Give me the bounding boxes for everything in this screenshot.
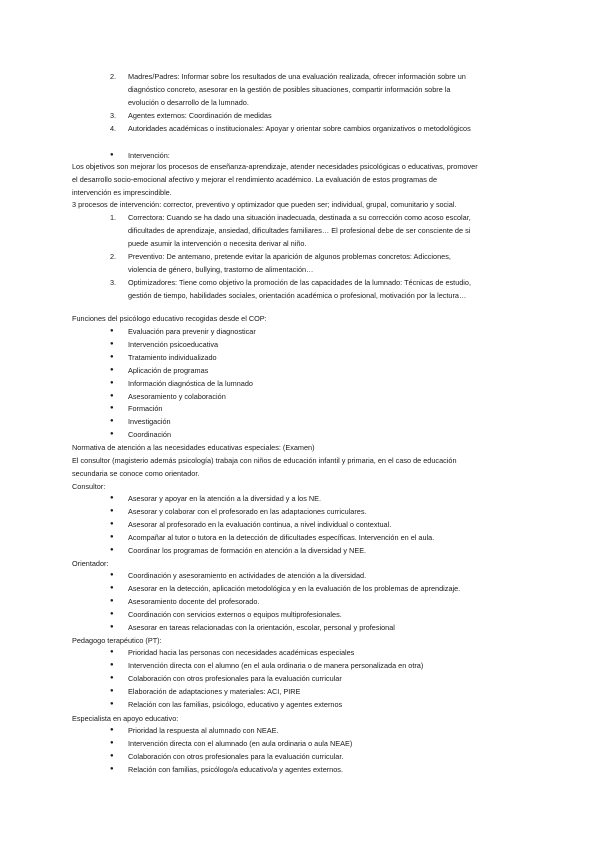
bullet-icon: ●: [110, 495, 114, 501]
pt-title: Pedagogo terapéutico (PT):: [72, 636, 162, 645]
bullet-icon: ●: [110, 649, 114, 655]
list-item-text: Agentes externos: Coordinación de medidas: [128, 111, 272, 120]
list-item: Prioridad hacia las personas con necesidades académicas especiales: [128, 648, 355, 657]
list-item-text: Correctora: Cuando se ha dado una situación inadecuada, destinada a su corrección como acoso escolar,: [128, 213, 471, 222]
bullet-icon: ●: [110, 753, 114, 759]
list-number: 2.: [110, 252, 117, 261]
list-item-text: gestión de tiempo, habilidades sociales, orientación académica o profesional, motivación por la lectura…: [128, 291, 467, 300]
list-number: 2.: [110, 72, 117, 81]
list-number: 1.: [110, 213, 117, 222]
bullet-icon: ●: [110, 611, 114, 617]
list-item: Asesoramiento docente del profesorado.: [128, 597, 260, 606]
list-item: Asesorar en la detección, aplicación metodológica y en la evaluación de los problemas de aprendizaje.: [128, 584, 461, 593]
procesos-intro: 3 procesos de intervención: corrector, preventivo y optimizador que pueden ser; individual, grupal, comunitario y social.: [72, 200, 457, 209]
bullet-icon: ●: [110, 598, 114, 604]
bullet-icon: ●: [110, 392, 114, 399]
bullet-icon: ●: [110, 340, 114, 347]
list-item: Asesorar al profesorado en la evaluación continua, a nivel individual o contextual.: [128, 520, 392, 529]
list-item: Intervención directa con el alumno (en el aula ordinaria o de manera personalizada en otra): [128, 661, 424, 670]
funciones-title: Funciones del psicólogo educativo recogidas desde el COP:: [72, 314, 267, 323]
bullet-icon: ●: [110, 534, 114, 540]
bullet-icon: ●: [110, 418, 114, 425]
bullet-icon: ●: [110, 727, 114, 733]
consultor-title: Consultor:: [72, 482, 106, 491]
list-item: Aplicación de programas: [128, 365, 209, 375]
list-item-text: Preventivo: De antemano, pretende evitar la aparición de algunos problemas concretos: Adicciones,: [128, 252, 451, 261]
bullet-icon: ●: [110, 328, 114, 334]
list-item-text: dificultades de aprendizaje, ansiedad, dificultades familiares… El profesional debe de ser consciente de si: [128, 226, 471, 235]
especialista-title: Especialista en apoyo educativo:: [72, 714, 179, 723]
list-item: Coordinar los programas de formación en atención a la diversidad y NEE.: [128, 546, 367, 555]
list-item: Prioridad la respuesta al alumnado con NEAE.: [128, 726, 279, 735]
list-item-text: diagnóstico concreto, asesorar en la gestión de posibles situaciones, compartir información sobre la: [128, 85, 451, 94]
list-item: Intervención directa con el alumnado (en aula ordinaria o aula NEAE): [128, 739, 353, 748]
paragraph-line: Los objetivos son mejorar los procesos de enseñanza-aprendizaje, atender necesidades psicológicas o educativas, promover: [72, 162, 478, 171]
bullet-icon: ●: [110, 688, 114, 694]
bullet-icon: ●: [110, 366, 114, 373]
paragraph-line: el desarrollo socio-emocional afectivo y mejorar el rendimiento académico. La evaluación de estos programas de: [72, 175, 438, 184]
paragraph-line: secundaria se conoce como orientador.: [72, 469, 200, 478]
list-item: Formación: [128, 404, 163, 414]
paragraph-line: intervención es imprescindible.: [72, 188, 172, 197]
list-item: Coordinación y asesoramiento en actividades de atención a la diversidad.: [128, 571, 367, 580]
list-item: Acompañar al tutor o tutora en la detección de dificultades específicas. Intervención en el aula.: [128, 533, 435, 542]
list-item-text: puede asumir la intervención o necesita derivar al niño.: [128, 239, 307, 248]
list-item: Coordinación: [128, 430, 171, 440]
bullet-icon: ●: [110, 508, 114, 514]
bullet-icon: ●: [110, 585, 114, 591]
bullet-icon: ●: [110, 766, 114, 772]
list-item-text: Madres/Padres: Informar sobre los resultados de una evaluación realizada, ofrecer información sobre un: [128, 72, 466, 81]
bullet-icon: ●: [110, 547, 114, 553]
bullet-icon: ●: [110, 675, 114, 681]
list-item: Información diagnóstica de la lumnado: [128, 378, 253, 388]
list-number: 3.: [110, 111, 117, 120]
bullet-icon: ●: [110, 353, 114, 360]
bullet-icon: ●: [110, 572, 114, 578]
bullet-icon: ●: [110, 152, 114, 158]
list-item: Relación con familias, psicólogo/a educativo/a y agentes externos.: [128, 765, 343, 774]
list-item: Evaluación para prevenir y diagnosticar: [128, 327, 256, 336]
list-item: Asesorar en tareas relacionadas con la orientación, escolar, personal y profesional: [128, 623, 395, 632]
bullet-icon: ●: [110, 701, 114, 707]
list-item-text: Optimizadores: Tiene como objetivo la promoción de las capacidades de la lumnado: Técnicas de estudio,: [128, 278, 472, 287]
list-number: 3.: [110, 278, 117, 287]
bullet-icon: ●: [110, 431, 114, 438]
paragraph-line: El consultor (magisterio además psicología) trabaja con niños de educación infantil y primaria, en el caso de educación: [72, 456, 457, 465]
list-item-text: violencia de género, bullying, trastorno de alimentación…: [128, 265, 314, 274]
list-item-text: Autoridades académicas o institucionales: Apoyar y orientar sobre cambios organizativos o metodológicos: [128, 124, 471, 133]
list-item: Tratamiento individualizado: [128, 352, 217, 362]
list-item-text: evolución o desarrollo de la lumnado.: [128, 98, 249, 107]
bullet-icon: ●: [110, 379, 114, 386]
bullet-icon: ●: [110, 662, 114, 668]
bullet-icon: ●: [110, 405, 114, 412]
list-item: Elaboración de adaptaciones y materiales: ACI, PIRE: [128, 687, 301, 696]
list-item: Asesoramiento y colaboración: [128, 391, 226, 401]
bullet-icon: ●: [110, 624, 114, 630]
list-item: Asesorar y apoyar en la atención a la diversidad y a los NE.: [128, 494, 322, 503]
list-item: Colaboración con otros profesionales para la evaluación curricular: [128, 674, 342, 683]
bullet-icon: ●: [110, 521, 114, 527]
bullet-icon: ●: [110, 740, 114, 746]
list-item: Investigación: [128, 417, 171, 427]
list-item: Intervención psicoeducativa: [128, 339, 219, 349]
list-item: Coordinación con servicios externos o equipos multiprofesionales.: [128, 610, 342, 619]
list-item: Colaboración con otros profesionales para la evaluación curricular.: [128, 752, 344, 761]
list-item: Relación con las familias, psicólogo, educativo y agentes externos: [128, 700, 343, 709]
list-number: 4.: [110, 124, 117, 133]
list-item: Asesorar y colaborar con el profesorado en las adaptaciones curriculares.: [128, 507, 367, 516]
orientador-title: Orientador:: [72, 559, 109, 568]
normativa-title: Normativa de atención a las necesidades educativas especiales: (Examen): [72, 443, 315, 452]
document-page: 2. Madres/Padres: Informar sobre los resultados de una evaluación realizada, ofrecer información sobre un diagnóstico concreto, asesorar en la gestión de posibles situaciones, compartir información sobre la evolución o desarrollo de la lumnado. 3. Agentes externos: Coordinación de medidas 4. Autoridades académicas o institucionales: Apoyar y orientar sobre cambios organizativos o metodológicos ● Intervención: Los objetivos son mejorar los procesos de enseñanza-aprendizaje, atender necesidades psicológicas o educativas, promover el desarrollo socio-emocional afectivo y mejorar el rendimiento académico. La evaluación de estos programas de intervención es imprescindible. 3 procesos de intervención: corrector, preventivo y optimizador que pueden ser; individual, grupal, comunitario y social. 1. Correctora: Cuando se ha dado una situación inadecuada, destinada a su corrección como acoso escolar, dificultades de aprendizaje, ansiedad, dificultades familiares… El profesional debe de ser consciente de si puede asumir la intervención o necesita derivar al niño. 2. Preventivo: De antemano, pretende evitar la aparición de algunos problemas concretos: Adicciones, violencia de género, bullying, trastorno de alimentación… 3. Optimizadores: Tiene como objetivo la promoción de las capacidades de la lumnado: Técnicas de estudio, gestión de tiempo, habilidades sociales, orientación académica o profesional, motivación por la lectura… Funciones del psicólogo educativo recogidas desde el COP: ● Evaluación para prevenir y diagnosticar ● Intervención psicoeducativa ● Tratamiento individualizado ● Aplicación de programas ● Información diagnóstica de la lumnado ● Asesoramiento y colaboración ● Formación ● Investigación ● Coordinación Normativa de atención a las necesidades educativas especiales: (Examen) El consultor (magisterio además psicología) trabaja con niños de educación infantil y primaria, en el caso de educación secundaria se conoce como orientador. Consultor: ● Asesorar y apoyar en la atención a la diversidad y a los NE. ● Asesorar y colaborar con el profesorado en las adaptaciones curriculares. ● Asesorar al profesorado en la evaluación continua, a nivel individual o contextual. ● Acompañar al tutor o tutora en la detección de dificultades específicas. Intervención en el aula. ● Coordinar los programas de formación en atención a la diversidad y NEE. Orientador: ● Coordinación y asesoramiento en actividades de atención a la diversidad. ● Asesorar en la detección, aplicación metodológica y en la evaluación de los problemas de aprendizaje. ● Asesoramiento docente del profesorado. ● Coordinación con servicios externos o equipos multiprofesionales. ● Asesorar en tareas relacionadas con la orientación, escolar, personal y profesional Pedagogo terapéutico (PT): ● Prioridad hacia las personas con necesidades académicas especiales ● Intervención directa con el alumno (en el aula ordinaria o de manera personalizada en otra) ● Colaboración con otros profesionales para la evaluación curricular ● Elaboración de adaptaciones y materiales: ACI, PIRE ● Relación con las familias, psicólogo, educativo y agentes externos Especialista en apoyo educativo: ● Prioridad la respuesta al alumnado con NEAE. ● Intervención directa con el alumnado (en aula ordinaria o aula NEAE) ● Colaboración con otros profesionales para la evaluación curricular. ● Relación con familias, psicólogo/a educativo/a y agentes externos.: [72, 72, 478, 774]
